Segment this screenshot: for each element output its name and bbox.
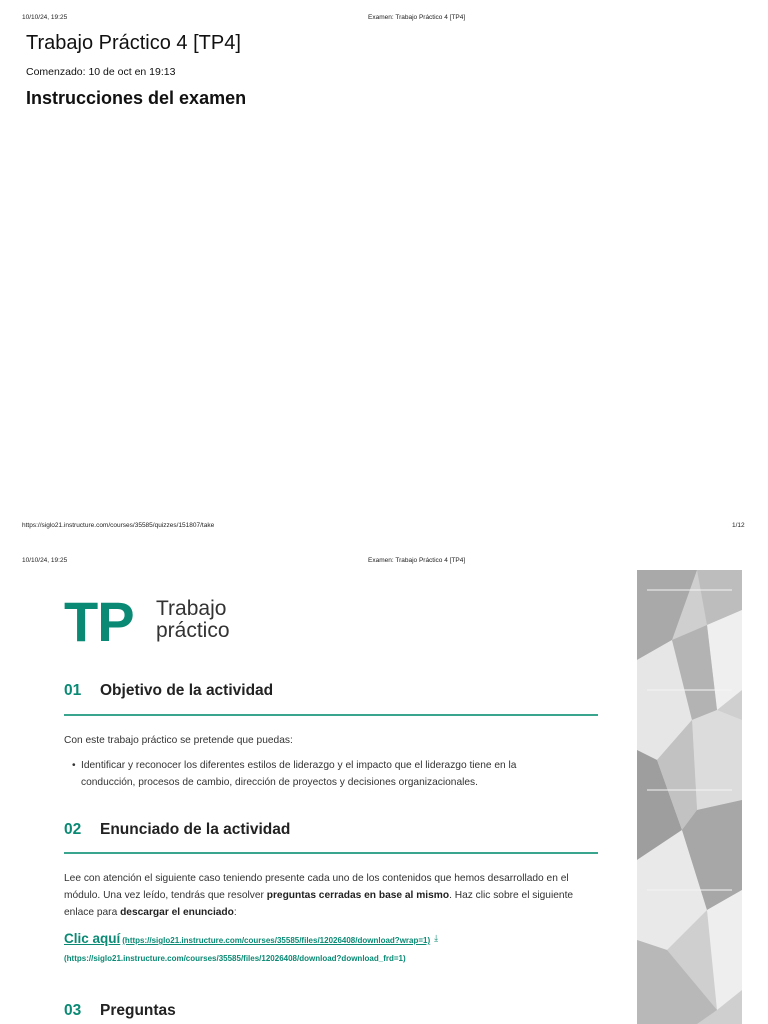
section-divider (64, 714, 598, 716)
section-number: 03 (64, 1002, 82, 1019)
section-title: Objetivo de la actividad (100, 682, 274, 699)
enunciado-bold-2: descargar el enunciado (120, 907, 234, 918)
quiz-title: Trabajo Práctico 4 [TP4] (26, 32, 241, 54)
tp-logo-word-2: práctico (156, 619, 230, 642)
download-url-link[interactable]: (https://siglo21.instructure.com/courses/35585/files/12026408/download?download_frd=1) (64, 954, 406, 963)
print-timestamp: 10/10/24, 19:25 (22, 557, 68, 564)
section-title: Enunciado de la actividad (100, 821, 291, 838)
quiz-start-time: Comenzado: 10 de oct en 19:13 (26, 66, 176, 78)
enunciado-text-3: : (233, 907, 237, 918)
objetivo-intro: Con este trabajo práctico se pretende que puedas: (64, 735, 293, 746)
enunciado-bold-1: preguntas cerradas en base al mismo (266, 890, 450, 901)
print-footer-url: https://siglo21.instructure.com/courses/35585/quizzes/151807/take (22, 522, 215, 529)
print-doc-title: Examen: Trabajo Práctico 4 [TP4] (368, 557, 466, 564)
download-link-row (64, 930, 438, 948)
print-header-page-1 (0, 14, 768, 26)
enunciado-paragraph (64, 870, 602, 921)
clic-aqui-url-link[interactable]: (https://siglo21.instructure.com/courses/35585/files/12026408/download?wrap=1) (122, 936, 431, 945)
section-heading-objetivo (64, 682, 273, 700)
section-heading-preguntas (64, 1002, 176, 1020)
objetivo-bullet (72, 757, 552, 791)
print-doc-title: Examen: Trabajo Práctico 4 [TP4] (368, 14, 466, 21)
bullet-dot-icon: • (72, 760, 76, 771)
section-number: 01 (64, 682, 82, 699)
decorative-architecture-image (637, 570, 742, 1024)
clic-aqui-link[interactable]: Clic aquí (64, 931, 121, 946)
tp-logo-word-1: Trabajo (156, 597, 227, 620)
print-page-number: 1/12 (732, 522, 745, 529)
print-header-page-2 (0, 557, 768, 569)
objetivo-bullet-text: Identificar y reconocer los diferentes estilos de liderazgo y el impacto que el liderazgo tiene en la conducción, procesos de cambio, dirección de proyectos y decisiones organizacionales. (81, 760, 517, 788)
section-title: Preguntas (100, 1002, 176, 1019)
enunciado-text-2: . Haz clic sobre el siguiente enlace para (64, 890, 574, 918)
enunciado-text-1: Lee con atención el siguiente caso teniendo presente cada uno de los contenidos que hemos desarrollado en el módulo. Una vez leído, tendrás que resolver (64, 873, 569, 901)
section-number: 02 (64, 821, 82, 838)
print-timestamp: 10/10/24, 19:25 (22, 14, 68, 21)
tp-logo-word (156, 598, 230, 642)
section-divider (64, 852, 598, 854)
instructions-heading: Instrucciones del examen (26, 88, 247, 108)
download-arrow-icon[interactable]: ⤓ (434, 933, 439, 944)
tp-logo: TP (64, 590, 134, 653)
section-heading-enunciado (64, 821, 290, 839)
